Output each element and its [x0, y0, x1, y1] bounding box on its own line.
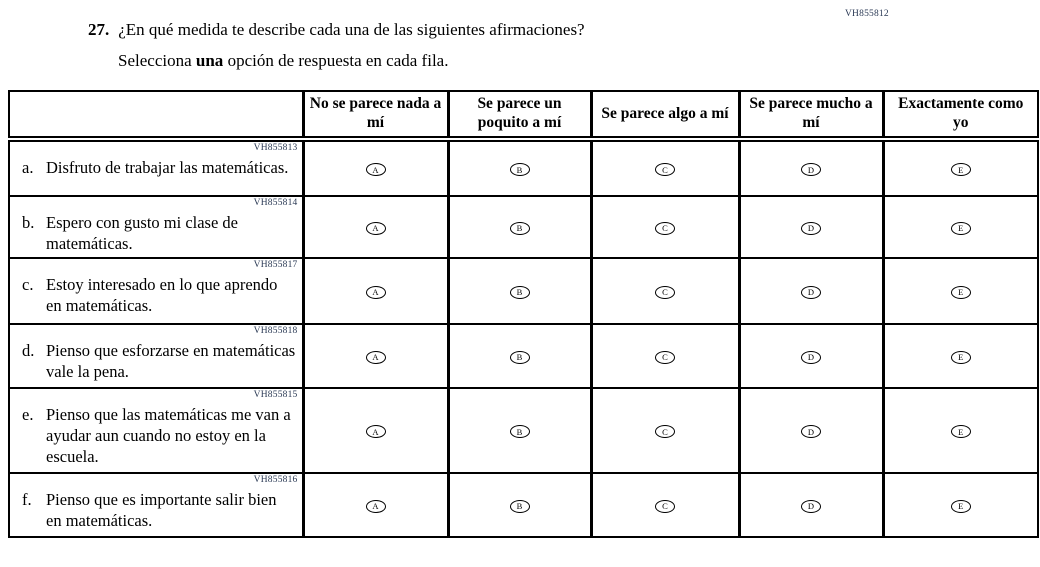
question-line: [88, 19, 585, 41]
row-letter: c.: [22, 275, 34, 294]
statement-text: Estoy interesado en lo que aprendo en matemáticas.: [46, 275, 278, 315]
answer-bubble-e[interactable]: E: [951, 351, 971, 364]
option-cell: [303, 196, 448, 258]
table-row: [9, 473, 1038, 537]
row-code: VH855814: [253, 198, 298, 208]
answer-bubble-e[interactable]: E: [951, 425, 971, 438]
statement-cell: [9, 473, 303, 537]
answer-bubble-b[interactable]: B: [510, 500, 530, 513]
table-row: [9, 196, 1038, 258]
option-cell: [448, 196, 591, 258]
answer-bubble-d[interactable]: D: [801, 286, 821, 299]
answer-bubble-a[interactable]: A: [366, 286, 386, 299]
answer-bubble-a[interactable]: A: [366, 163, 386, 176]
question-text: ¿En qué medida te describe cada una de las siguientes afirmaciones?: [118, 20, 585, 39]
option-cell: [591, 196, 739, 258]
statement-cell: [9, 258, 303, 324]
answer-bubble-e[interactable]: E: [951, 286, 971, 299]
option-cell: [303, 388, 448, 473]
option-cell: [883, 258, 1038, 324]
answer-bubble-b[interactable]: B: [510, 425, 530, 438]
option-cell: [303, 258, 448, 324]
option-cell: [739, 258, 883, 324]
option-cell: [591, 139, 739, 196]
header-row: [9, 91, 1038, 139]
option-cell: [591, 473, 739, 537]
option-cell: [739, 139, 883, 196]
answer-bubble-d[interactable]: D: [801, 500, 821, 513]
answer-bubble-d[interactable]: D: [801, 163, 821, 176]
answer-bubble-c[interactable]: C: [655, 351, 675, 364]
statement-text: Pienso que es importante salir bien en matemáticas.: [46, 490, 277, 530]
option-cell: [591, 388, 739, 473]
question-code: VH855812: [845, 9, 889, 19]
answer-bubble-e[interactable]: E: [951, 500, 971, 513]
answer-bubble-b[interactable]: B: [510, 222, 530, 235]
option-cell: [739, 324, 883, 388]
table-row: [9, 258, 1038, 324]
option-cell: [448, 473, 591, 537]
option-cell: [739, 473, 883, 537]
answer-bubble-c[interactable]: C: [655, 425, 675, 438]
option-cell: [448, 388, 591, 473]
column-header-1: No se parece nada a mí: [303, 91, 448, 139]
instruction-prefix: Selecciona: [118, 51, 196, 70]
row-code: VH855815: [253, 390, 298, 400]
option-cell: [739, 196, 883, 258]
column-header-3: Se parece algo a mí: [591, 91, 739, 139]
answer-bubble-a[interactable]: A: [366, 425, 386, 438]
column-header-4: Se parece mucho a mí: [739, 91, 883, 139]
option-cell: [739, 388, 883, 473]
table-row: [9, 388, 1038, 473]
statement-text: Disfruto de trabajar las matemáticas.: [46, 158, 289, 177]
option-cell: [883, 388, 1038, 473]
answer-bubble-e[interactable]: E: [951, 222, 971, 235]
table-row: [9, 139, 1038, 196]
option-cell: [303, 473, 448, 537]
statement-text: Pienso que esforzarse en matemáticas vale la pena.: [46, 341, 296, 381]
answer-bubble-c[interactable]: C: [655, 500, 675, 513]
answer-bubble-b[interactable]: B: [510, 286, 530, 299]
column-header-5: Exactamente como yo: [883, 91, 1038, 139]
option-cell: [303, 324, 448, 388]
answer-bubble-c[interactable]: C: [655, 286, 675, 299]
row-letter: f.: [22, 490, 32, 509]
answer-bubble-a[interactable]: A: [366, 500, 386, 513]
row-letter: e.: [22, 405, 34, 424]
answer-bubble-d[interactable]: D: [801, 222, 821, 235]
statement-column-stub: [9, 91, 303, 139]
option-cell: [591, 324, 739, 388]
row-letter: d.: [22, 341, 35, 360]
question-instruction: [118, 50, 585, 72]
option-cell: [883, 324, 1038, 388]
answer-bubble-b[interactable]: B: [510, 163, 530, 176]
row-code: VH855813: [253, 143, 298, 153]
statement-cell: [9, 388, 303, 473]
row-code: VH855817: [253, 260, 298, 270]
option-cell: [448, 324, 591, 388]
question-block: [88, 19, 585, 72]
statement-cell: [9, 324, 303, 388]
row-letter: a.: [22, 158, 34, 177]
answer-bubble-e[interactable]: E: [951, 163, 971, 176]
statement-cell: [9, 196, 303, 258]
statement-text: Espero con gusto mi clase de matemáticas.: [46, 213, 238, 253]
answer-bubble-a[interactable]: A: [366, 222, 386, 235]
answer-bubble-c[interactable]: C: [655, 222, 675, 235]
option-cell: [883, 196, 1038, 258]
row-code: VH855816: [253, 475, 298, 485]
matrix-table: [8, 90, 1039, 538]
row-letter: b.: [22, 213, 35, 232]
option-cell: [883, 139, 1038, 196]
table-row: [9, 324, 1038, 388]
statement-cell: [9, 139, 303, 196]
instruction-suffix: opción de respuesta en cada fila.: [223, 51, 449, 70]
column-header-2: Se parece un poquito a mí: [448, 91, 591, 139]
option-cell: [448, 258, 591, 324]
question-number: 27.: [88, 20, 110, 39]
answer-bubble-a[interactable]: A: [366, 351, 386, 364]
statement-text: Pienso que las matemáticas me van a ayudar aun cuando no estoy en la escuela.: [46, 405, 291, 466]
answer-bubble-d[interactable]: D: [801, 425, 821, 438]
option-cell: [303, 139, 448, 196]
row-code: VH855818: [253, 326, 298, 336]
instruction-emphasis: una: [195, 51, 224, 70]
answer-bubble-b[interactable]: B: [510, 351, 530, 364]
answer-bubble-d[interactable]: D: [801, 351, 821, 364]
option-cell: [448, 139, 591, 196]
option-cell: [591, 258, 739, 324]
statement-body: [10, 389, 302, 469]
answer-bubble-c[interactable]: C: [655, 163, 675, 176]
option-cell: [883, 473, 1038, 537]
